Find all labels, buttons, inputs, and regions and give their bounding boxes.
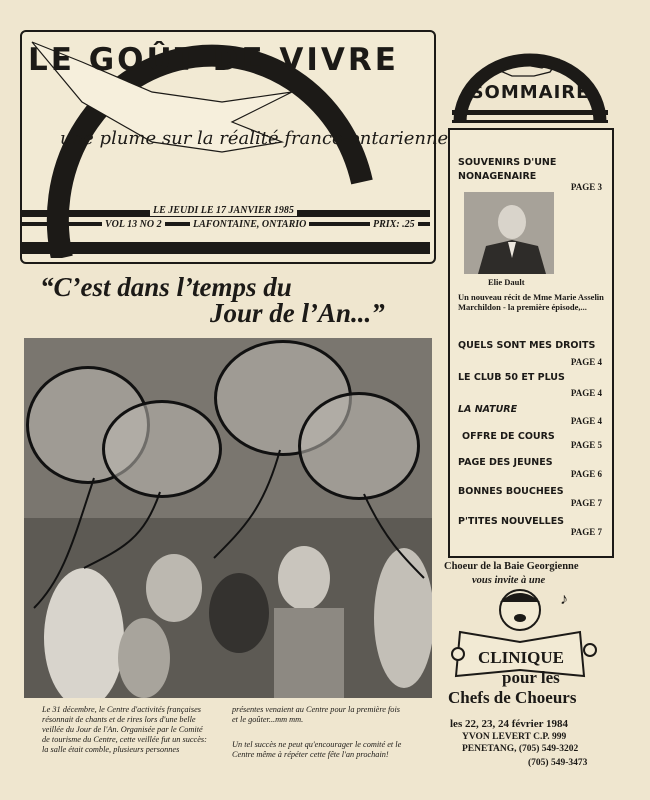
portrait-photo [464, 192, 554, 274]
toc-item-title: BONNES BOUCHEES [458, 486, 564, 497]
toc-item-title: OFFRE DE COURS [462, 431, 555, 442]
ad-contact-2: PENETANG, (705) 549-3202 [462, 744, 579, 754]
party-photo [24, 338, 432, 698]
ad-choir-name: Choeur de la Baie Georgienne [444, 561, 579, 572]
ad-chefs: Chefs de Choeurs [448, 688, 577, 707]
toc-item-title: P'TITES NOUVELLES [458, 516, 565, 527]
portrait-caption: Elie Dault [488, 277, 525, 287]
newspaper-title: LE GOÛT DE VIVRE [28, 42, 399, 78]
toc-item-title: LE CLUB 50 ET PLUS [458, 372, 565, 383]
balloon-strings [24, 338, 432, 698]
issue-date: LE JEUDI LE 17 JANVIER 1985 [150, 205, 297, 216]
photo-caption-col-2a: présentes venaient au Centre pour la première fois et le goûter...mm mm. [232, 705, 400, 724]
toc-item-page: PAGE 7 [570, 498, 602, 508]
toc-feature-description: Un nouveau récit de Mme Marie Asselin Marchildon - la première épisode,... [458, 292, 604, 312]
photo-caption-col-1: Le 31 décembre, le Centre d'activités françaises résonnait de chants et de rires lors d'une belle veillée du Jour de l'An. Organisée par le Comité de tourisme du Centre, cette veillée fut un succès: la salle était comble, plusieurs personnes [42, 705, 207, 754]
price: PRIX: .25 [370, 219, 418, 230]
toc-item-title: QUELS SONT MES DROITS [458, 340, 596, 351]
toc-item-page: PAGE 4 [570, 357, 602, 367]
toc-item-title: PAGE DES JEUNES [458, 457, 553, 468]
toc-item-title: LA NATURE [458, 404, 518, 415]
photo-caption-col-2b: Un tel succès ne peut qu'encourager le comité et le Centre même à répéter cette fête l'an prochain! [232, 740, 402, 759]
toc-item-page: PAGE 6 [570, 469, 602, 479]
sommaire-emblem [450, 30, 610, 130]
toc-item-page: PAGE 5 [570, 440, 602, 450]
music-note-icon: ♪ [560, 591, 568, 608]
ad-clinique: CLINIQUE [478, 648, 564, 667]
ad-invite: vous invite à une [472, 575, 546, 586]
headline-line-1: “C’est dans l’temps du [40, 272, 292, 302]
volume-number: VOL 13 NO 2 [102, 219, 165, 230]
portrait-illustration [464, 192, 554, 274]
newspaper-subtitle: une plume sur la réalité franco-ontarienne [60, 128, 449, 149]
ad-contact-3: (705) 549-3473 [528, 758, 588, 768]
toc-feature-title: SOUVENIRS D'UNE NONAGENAIRE [458, 157, 557, 182]
toc-item-page: PAGE 7 [570, 527, 602, 537]
toc-feature-page: PAGE 3 [570, 182, 602, 192]
ad-pour-les: pour les [502, 668, 560, 687]
toc-item-page: PAGE 4 [570, 388, 602, 398]
headline-line-2: Jour de l’An...” [210, 298, 385, 328]
location: LAFONTAINE, ONTARIO [190, 219, 309, 230]
sommaire-title: SOMMAIRE [470, 82, 590, 103]
toc-item-page: PAGE 4 [570, 416, 602, 426]
ad-dates: les 22, 23, 24 février 1984 [450, 718, 569, 730]
ad-contact-1: YVON LEVERT C.P. 999 [462, 732, 567, 742]
